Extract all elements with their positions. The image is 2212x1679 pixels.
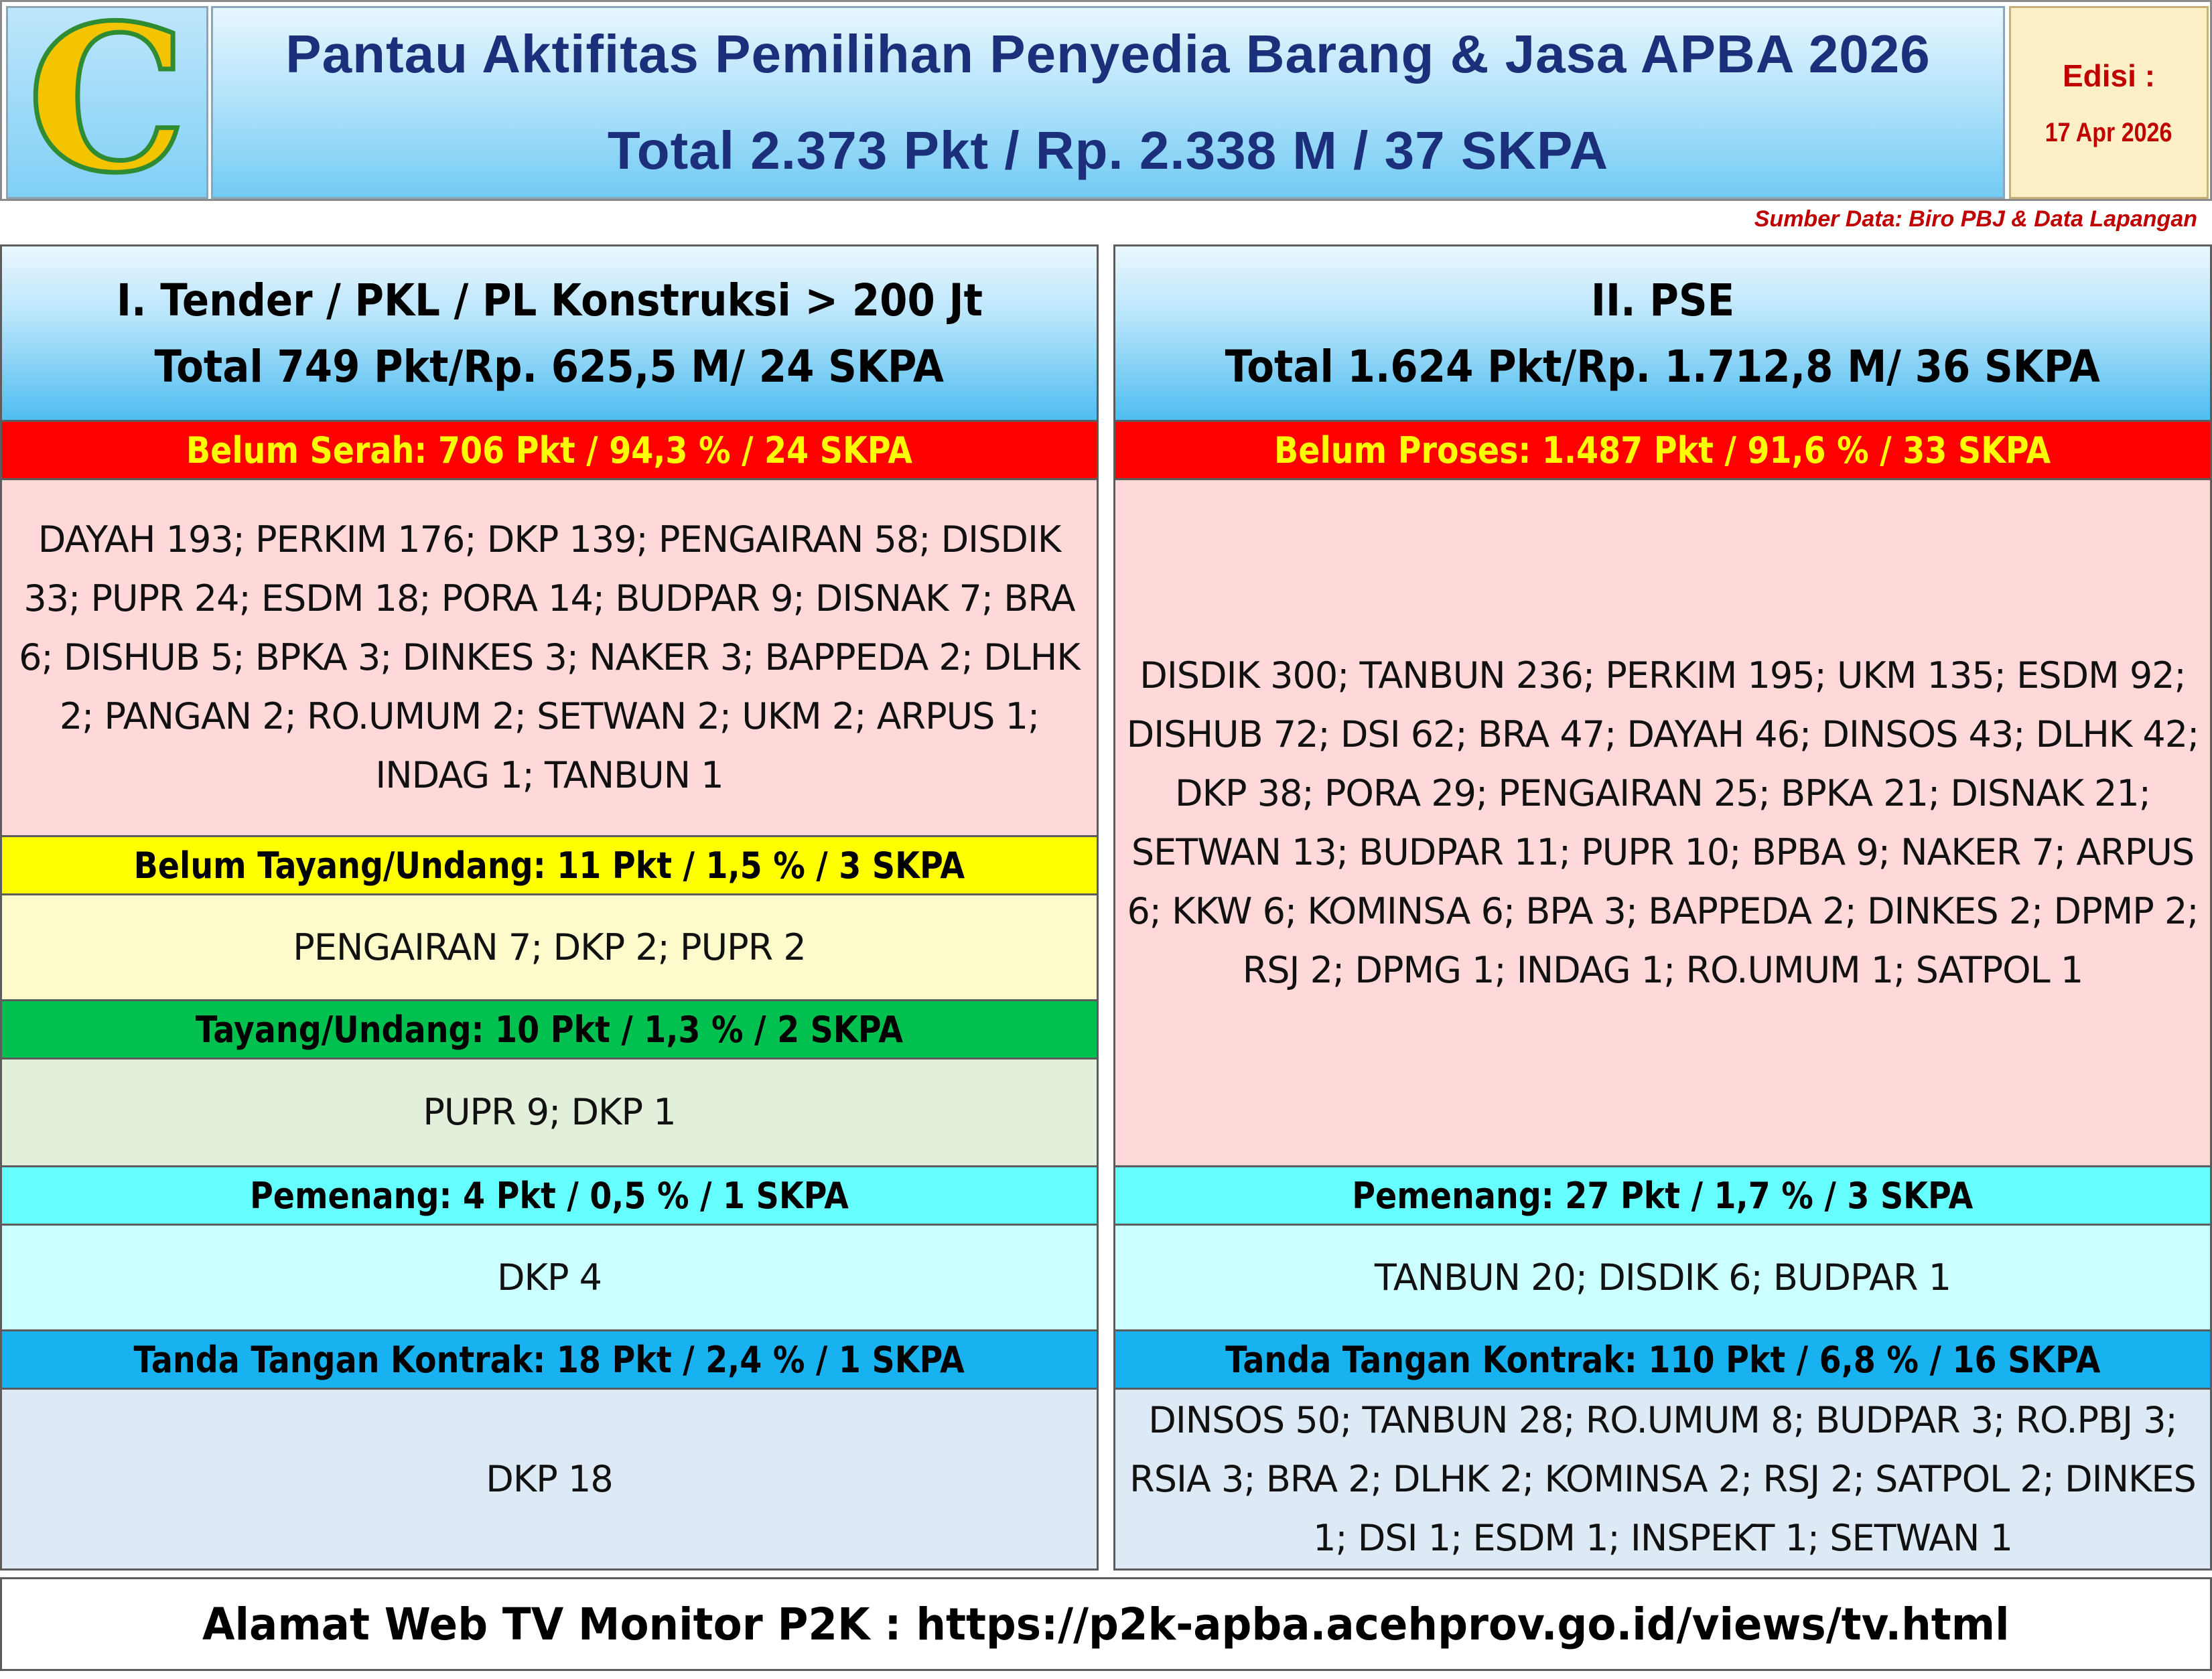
data-source-note: Sumber Data: Biro PBJ & Data Lapangan [1754,206,2197,232]
edition-date: 17 Apr 2026 [2045,117,2172,147]
footer-url-text[interactable]: Alamat Web TV Monitor P2K : https://p2k-apba.acehprov.go.id/views/tv.html [202,1598,2010,1650]
pse-kontrak-heading [1115,1329,2210,1390]
tender-belum-tayang-heading [2,835,1097,895]
section-heading-label: Tanda Tangan Kontrak: 18 Pkt / 2,4 % / 1 SKPA [133,1338,965,1381]
tender-column-header [2,246,1097,422]
title-band [211,6,2005,199]
tender-kontrak-heading [2,1329,1097,1390]
section-body-text: DKP 18 [486,1457,613,1500]
section-body-text: DINSOS 50; TANBUN 28; RO.UMUM 8; BUDPAR 3; RO.PBJ 3; RSIA 3; BRA 2; DLHK 2; KOMINSA 2; RSJ 2; SATPOL 2; DINKES 1; DSI 1; ESDM 1; INSPEKT 1; SETWAN 1 [1129,1398,2196,1559]
pse-pemenang-list [1115,1226,2210,1329]
section-body-text: TANBUN 20; DISDIK 6; BUDPAR 1 [1374,1256,1951,1299]
pse-column-header [1115,246,2210,422]
footer-web-address [0,1577,2212,1671]
header-banner [0,0,2212,217]
tender-kontrak-list [2,1390,1097,1568]
section-body-text: PENGAIRAN 7; DKP 2; PUPR 2 [293,926,806,968]
page-subtitle-total: Total 2.373 Pkt / Rp. 2.338 M / 37 SKPA [607,121,1609,180]
section-heading-label: Belum Proses: 1.487 Pkt / 91,6 % / 33 SKPA [1274,429,2051,471]
pse-belum-proses-list [1115,480,2210,1165]
section-body-text: PUPR 9; DKP 1 [423,1091,676,1133]
tender-tayang-list [2,1060,1097,1165]
section-heading-label: Tanda Tangan Kontrak: 110 Pkt / 6,8 % / 16 SKPA [1225,1338,2101,1381]
page-title: Pantau Aktifitas Pemilihan Penyedia Barang & Jasa APBA 2026 [285,24,1931,84]
tender-title: I. Tender / PKL / PL Konstruksi > 200 Jt [116,274,983,326]
tender-pemenang-heading [2,1165,1097,1226]
section-heading-label: Tayang/Undang: 10 Pkt / 1,3 % / 2 SKPA [195,1008,903,1051]
section-body-text: DKP 4 [496,1256,602,1299]
tender-belum-serah-list [2,480,1097,835]
pse-title: II. PSE [1590,274,1735,326]
logo [6,0,208,217]
edition-label: Edisi : [2062,58,2156,93]
tender-tayang-heading [2,999,1097,1060]
section-heading-label: Belum Serah: 706 Pkt / 94,3 % / 24 SKPA [186,429,913,471]
pse-kontrak-list [1115,1390,2210,1568]
section-body-text: DISDIK 300; TANBUN 236; PERKIM 195; UKM 135; ESDM 92; DISHUB 72; DSI 62; BRA 47; DAYAH 46; DINSOS 43; DLHK 42; DKP 38; PORA 29; PENGAIRAN 25; BPKA 21; DISNAK 21; SETWAN 13; BUDPAR 11; PUPR 10; BPBA 9; NAKER 7; ARPUS 6; KKW 6; KOMINSA 6; BPA 3; BAPPEDA 2; DINKES 2; DPMP 2; RSJ 2; DPMG 1; INDAG 1; RO.UMUM 1; SATPOL 1 [1126,654,2199,991]
tender-belum-tayang-list [2,895,1097,999]
section-heading-label: Belum Tayang/Undang: 11 Pkt / 1,5 % / 3 SKPA [133,844,965,887]
section-heading-label: Pemenang: 27 Pkt / 1,7 % / 3 SKPA [1352,1174,1974,1217]
tender-column [0,244,1099,1571]
logo-letter: C [27,0,188,217]
tender-pemenang-list [2,1226,1097,1329]
edition-box [2009,6,2209,199]
pse-total: Total 1.624 Pkt/Rp. 1.712,8 M/ 36 SKPA [1225,340,2101,392]
section-heading-label: Pemenang: 4 Pkt / 0,5 % / 1 SKPA [250,1174,849,1217]
pse-belum-proses-heading [1115,420,2210,480]
pse-pemenang-heading [1115,1165,2210,1226]
tender-total: Total 749 Pkt/Rp. 625,5 M/ 24 SKPA [154,340,945,392]
pse-column [1113,244,2212,1571]
section-body-text: DAYAH 193; PERKIM 176; DKP 139; PENGAIRAN 58; DISDIK 33; PUPR 24; ESDM 18; PORA 14; BUDPAR 9; DISNAK 7; BRA 6; DISHUB 5; BPKA 3; DINKES 3; NAKER 3; BAPPEDA 2; DLHK 2; PANGAN 2; RO.UMUM 2; SETWAN 2; UKM 2; ARPUS 1; INDAG 1; TANBUN 1 [19,518,1080,796]
tender-belum-serah-heading [2,420,1097,480]
